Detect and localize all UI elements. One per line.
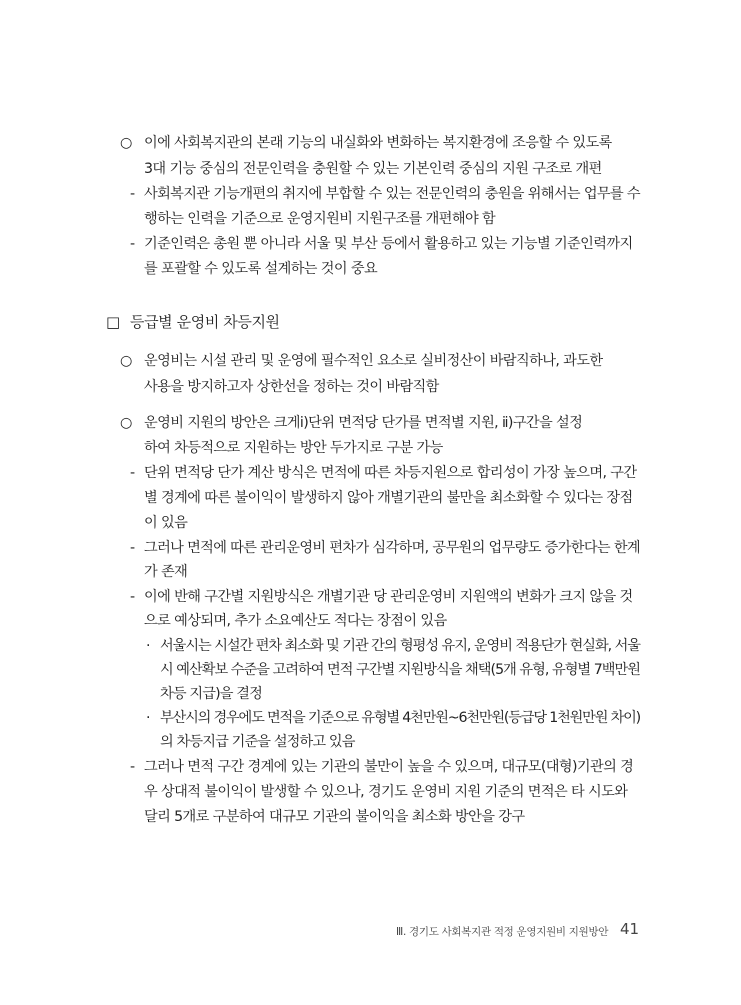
dash-bullet: - <box>130 236 136 252</box>
circle-bullet: ○ <box>120 353 133 369</box>
dash-bullet: - <box>130 759 136 775</box>
paragraph-line: 이 있음 <box>144 515 188 531</box>
paragraph-line: 3대 기능 중심의 전문인력을 충원할 수 있는 기본인력 중심의 지원 구조로 개편 <box>144 161 602 177</box>
dot-bullet: · <box>146 710 151 726</box>
paragraph-line: 사용을 방지하고자 상한선을 정하는 것이 바람직함 <box>144 379 439 395</box>
paragraph-line: 별 경계에 따른 불이익이 발생하지 않아 개별기관의 불만을 최소화할 수 있다는 장점 <box>144 490 633 506</box>
dash-bullet: - <box>130 465 136 481</box>
paragraph-line: 기준인력은 총원 뿐 아니라 서울 및 부산 등에서 활용하고 있는 기능별 기준인력까지 <box>144 236 633 252</box>
dash-bullet: - <box>130 186 136 202</box>
paragraph-line: 으로 예상되며, 추가 소요예산도 적다는 장점이 있음 <box>144 613 447 629</box>
paragraph-line: 우 상대적 불이익이 발생할 수 있으나, 경기도 운영비 지원 기준의 면적은 타 시도와 <box>144 784 628 800</box>
paragraph-line: 하여 차등적으로 지원하는 방안 두가지로 구분 가능 <box>144 440 443 456</box>
dot-bullet: · <box>146 638 151 654</box>
paragraph-line: 운영비 지원의 방안은 크게ⅰ)단위 면적당 단가를 면적별 지원, ⅱ)구간을 설정 <box>144 415 583 431</box>
paragraph-line: 행하는 인력을 기준으로 운영지원비 지원구조를 개편해야 함 <box>144 211 496 227</box>
paragraph-line: 부산시의 경우에도 면적을 기준으로 유형별 4천만원~6천만원(등급당 1천원만원 차이) <box>160 710 640 726</box>
dash-bullet: - <box>130 589 136 605</box>
paragraph-line: 그러나 면적 구간 경계에 있는 기관의 불만이 높을 수 있으며, 대규모(대형)기관의 경 <box>144 759 634 775</box>
dash-bullet: - <box>130 540 136 556</box>
paragraph-line: 의 차등지급 기준을 설정하고 있음 <box>160 734 355 750</box>
paragraph-line: 를 포괄할 수 있도록 설계하는 것이 중요 <box>144 261 378 277</box>
paragraph-line: 서울시는 시설간 편차 최소화 및 기관 간의 형평성 유지, 운영비 적용단가 현실화, 서울 <box>160 638 640 654</box>
paragraph-line: 단위 면적당 단가 계산 방식은 면적에 따른 차등지원으로 합리성이 가장 높으며, 구간 <box>144 465 637 481</box>
square-bullet: □ <box>106 313 120 331</box>
circle-bullet: ○ <box>120 415 133 431</box>
paragraph-line: 이에 사회복지관의 본래 기능의 내실화와 변화하는 복지환경에 조응할 수 있도록 <box>144 135 612 151</box>
paragraph-line: 차등 지급)을 결정 <box>160 686 262 702</box>
running-footer: Ⅲ. 경기도 사회복지관 적정 운영지원비 지원방안 <box>396 926 609 938</box>
paragraph-line: 가 존재 <box>144 564 188 580</box>
paragraph-line: 그러나 면적에 따른 관리운영비 편차가 심각하며, 공무원의 업무량도 증가한다는 한계 <box>144 540 640 556</box>
section-heading: 등급별 운영비 차등지원 <box>130 313 280 331</box>
paragraph-line: 사회복지관 기능개편의 취지에 부합할 수 있는 전문인력의 충원을 위해서는 업무를 수 <box>144 186 640 202</box>
circle-bullet: ○ <box>120 135 133 151</box>
paragraph-line: 시 예산확보 수준을 고려하여 면적 구간별 지원방식을 채택(5개 유형, 유형별 7백만원 <box>160 662 640 678</box>
paragraph-line: 운영비는 시설 관리 및 운영에 필수적인 요소로 실비정산이 바람직하나, 과도한 <box>144 353 603 369</box>
page-number: 41 <box>620 920 640 938</box>
paragraph-line: 이에 반해 구간별 지원방식은 개별기관 당 관리운영비 지원액의 변화가 크지 않을 것 <box>144 589 633 605</box>
paragraph-line: 달리 5개로 구분하여 대규모 기관의 불이익을 최소화 방안을 강구 <box>144 809 525 825</box>
